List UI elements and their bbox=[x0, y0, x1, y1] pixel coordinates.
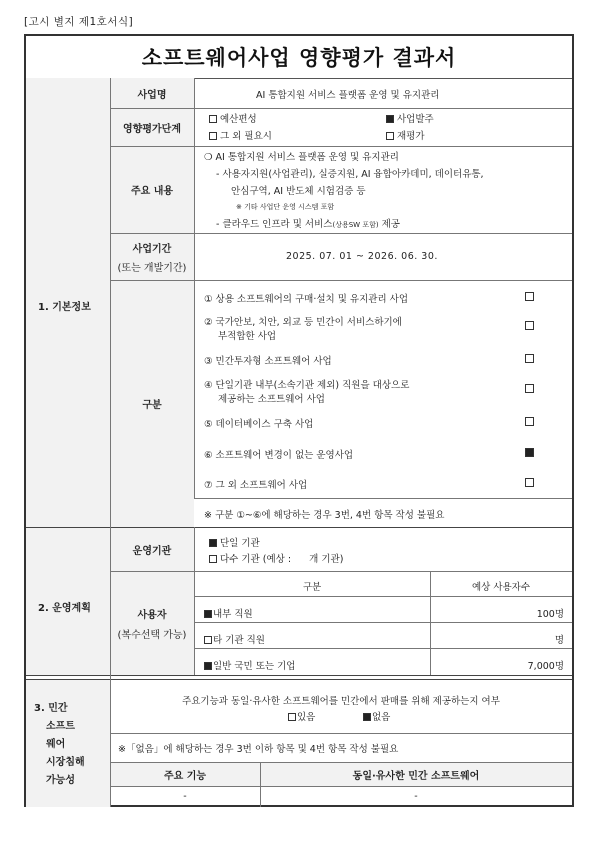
category-item-6: ⑥ 소프트웨어 변경이 없는 운영사업 bbox=[204, 450, 354, 461]
rule bbox=[110, 733, 572, 734]
checkbox-reassess[interactable] bbox=[386, 132, 394, 140]
category-label: 구분 bbox=[142, 400, 162, 411]
checkbox-other[interactable] bbox=[209, 132, 217, 140]
category-item-2: ② 국가안보, 치안, 외교 등 민간이 서비스하기에 bbox=[204, 317, 402, 328]
users-header-category: 구분 bbox=[302, 582, 322, 593]
section3-label-line2: 소프트 bbox=[46, 721, 75, 732]
checkbox-budget[interactable] bbox=[209, 115, 217, 123]
content-label: 주요 내용 bbox=[130, 186, 174, 197]
content-line4: - 클라우드 인프라 및 서비스(상용SW 포함) 제공 bbox=[216, 219, 400, 230]
content-note: ※ 기타 사업단 운영 시스템 포함 bbox=[236, 203, 335, 211]
users-label-cell bbox=[110, 571, 194, 675]
section2-label: 2. 운영계획 bbox=[38, 603, 91, 614]
market-question: 주요기능과 동일·유사한 소프트웨어를 민간에서 판매를 위해 제공하는지 여부 bbox=[182, 696, 500, 707]
users-sublabel: (복수선택 가능) bbox=[117, 629, 187, 641]
users-label: 사용자 bbox=[137, 609, 167, 621]
rule bbox=[110, 280, 572, 281]
category-item-1: ① 상용 소프트웨어의 구매·설치 및 유지관리 사업 bbox=[204, 294, 409, 305]
checkbox-multi-org[interactable] bbox=[209, 555, 217, 563]
org-label: 운영기관 bbox=[132, 545, 172, 557]
org-option-multi[interactable]: 다수 기관 (예상 : 개 기관) bbox=[209, 551, 343, 565]
market-option-yes[interactable]: 있음 bbox=[288, 709, 315, 723]
category-checkbox-5[interactable] bbox=[525, 417, 534, 426]
section3-label-line4: 시장침해 bbox=[46, 757, 85, 768]
rule bbox=[194, 527, 195, 675]
stage-label-cell bbox=[110, 108, 194, 146]
category-checkbox-7[interactable] bbox=[525, 478, 534, 487]
stage-option-other[interactable]: 그 외 필요시 bbox=[209, 128, 272, 142]
function-header-cell bbox=[110, 762, 260, 786]
similar-value: - bbox=[414, 791, 418, 802]
rule bbox=[110, 146, 572, 147]
content-line3: 안심구역, AI 반도체 시험검증 등 bbox=[231, 186, 366, 197]
category-checkbox-4[interactable] bbox=[525, 384, 534, 393]
category-item-4-cont: 제공하는 소프트웨어 사업 bbox=[218, 394, 325, 405]
rule bbox=[110, 78, 111, 807]
period-label: 사업기간 bbox=[132, 243, 172, 255]
category-checkbox-2[interactable] bbox=[525, 321, 534, 330]
project-name-label-cell bbox=[110, 78, 194, 108]
rule bbox=[26, 675, 572, 676]
category-item-3: ③ 민간투자형 소프트웨어 사업 bbox=[204, 356, 332, 367]
rule bbox=[26, 527, 572, 528]
category-checkbox-3[interactable] bbox=[525, 354, 534, 363]
content-line1: ❍ AI 통합지원 서비스 플랫폼 운영 및 유지관리 bbox=[204, 152, 399, 163]
rule bbox=[430, 571, 431, 675]
category-label-cell bbox=[110, 280, 194, 527]
similar-header: 동일·유사한 민간 소프트웨어 bbox=[352, 770, 480, 782]
section1-label-cell bbox=[26, 78, 110, 568]
checkbox-single-org[interactable] bbox=[209, 539, 217, 547]
checkbox-no[interactable] bbox=[363, 713, 371, 721]
similar-header-cell bbox=[260, 762, 572, 786]
checkbox-order[interactable] bbox=[386, 115, 394, 123]
checkbox-yes[interactable] bbox=[288, 713, 296, 721]
rule bbox=[110, 108, 572, 109]
form-notice: [고시 별지 제1호서식] bbox=[24, 16, 134, 28]
category-item-7: ⑦ 그 외 소프트웨어 사업 bbox=[204, 480, 308, 491]
category-item-2-cont: 부적합한 사업 bbox=[218, 331, 277, 342]
stage-option-reassess[interactable]: 재평가 bbox=[386, 128, 425, 142]
category-note: ※ 구분 ①~⑥에 해당하는 경우 3번, 4번 항목 작성 불필요 bbox=[204, 510, 445, 521]
category-item-5: ⑤ 데이터베이스 구축 사업 bbox=[204, 419, 314, 430]
rule bbox=[194, 78, 195, 498]
assessment-form bbox=[24, 34, 574, 807]
org-label-cell bbox=[110, 527, 194, 571]
rule bbox=[194, 622, 572, 623]
function-value: - bbox=[183, 791, 187, 802]
rule bbox=[110, 233, 572, 234]
rule bbox=[110, 762, 572, 763]
checkbox-public[interactable] bbox=[204, 662, 212, 670]
period-sublabel: (또는 개발기간) bbox=[117, 262, 187, 274]
market-note: ※「없음」에 해당하는 경우 3번 이하 항목 및 4번 항목 작성 불필요 bbox=[118, 744, 399, 755]
title-row bbox=[26, 36, 572, 79]
function-header: 주요 기능 bbox=[163, 770, 207, 782]
user-row-other-org[interactable]: 타 기관 직원 bbox=[204, 632, 265, 646]
section3-label-line1: 3. 민간 bbox=[34, 703, 68, 714]
user-count-public: 7,000명 bbox=[527, 661, 564, 672]
rule bbox=[194, 498, 572, 499]
market-option-no[interactable]: 없음 bbox=[363, 709, 390, 723]
section3-label-line3: 웨어 bbox=[46, 739, 66, 750]
content-line2: - 사용자지원(사업관리), 실증지원, AI 융합아카데미, 데이터유통, bbox=[216, 169, 484, 180]
project-period: 2025. 07. 01 ~ 2026. 06. 30. bbox=[286, 251, 438, 262]
stage-option-budget[interactable]: 예산편성 bbox=[209, 111, 257, 125]
project-name-label: 사업명 bbox=[137, 89, 167, 101]
users-header-expected: 예상 사용자수 bbox=[471, 582, 531, 593]
user-count-internal: 100명 bbox=[536, 609, 564, 620]
rule bbox=[26, 679, 572, 680]
page-title: 소프트웨어사업 영향평가 결과서 bbox=[141, 46, 457, 70]
category-item-4: ④ 단일기관 내부(소속기관 제외) 직원을 대상으로 bbox=[204, 380, 410, 391]
user-count-other-org: 명 bbox=[554, 635, 564, 646]
user-row-internal[interactable]: 내부 직원 bbox=[204, 606, 253, 620]
org-option-single[interactable]: 단일 기관 bbox=[209, 535, 260, 549]
user-row-public[interactable]: 일반 국민 또는 기업 bbox=[204, 658, 295, 672]
content-label-cell bbox=[110, 146, 194, 233]
rule bbox=[260, 762, 261, 807]
project-name: AI 통합지원 서비스 플랫폼 운영 및 유지관리 bbox=[256, 90, 440, 101]
category-checkbox-1[interactable] bbox=[525, 292, 534, 301]
category-checkbox-6[interactable] bbox=[525, 448, 534, 457]
rule bbox=[194, 596, 572, 597]
checkbox-internal[interactable] bbox=[204, 610, 212, 618]
section3-label-line5: 가능성 bbox=[46, 775, 75, 786]
stage-label: 영향평가단계 bbox=[123, 123, 181, 135]
checkbox-other-org[interactable] bbox=[204, 636, 212, 644]
rule bbox=[110, 571, 572, 572]
period-label-cell bbox=[110, 233, 194, 280]
stage-option-order[interactable]: 사업발주 bbox=[386, 111, 434, 125]
rule bbox=[194, 648, 572, 649]
rule bbox=[110, 786, 572, 787]
section1-label: 1. 기본정보 bbox=[38, 302, 91, 313]
